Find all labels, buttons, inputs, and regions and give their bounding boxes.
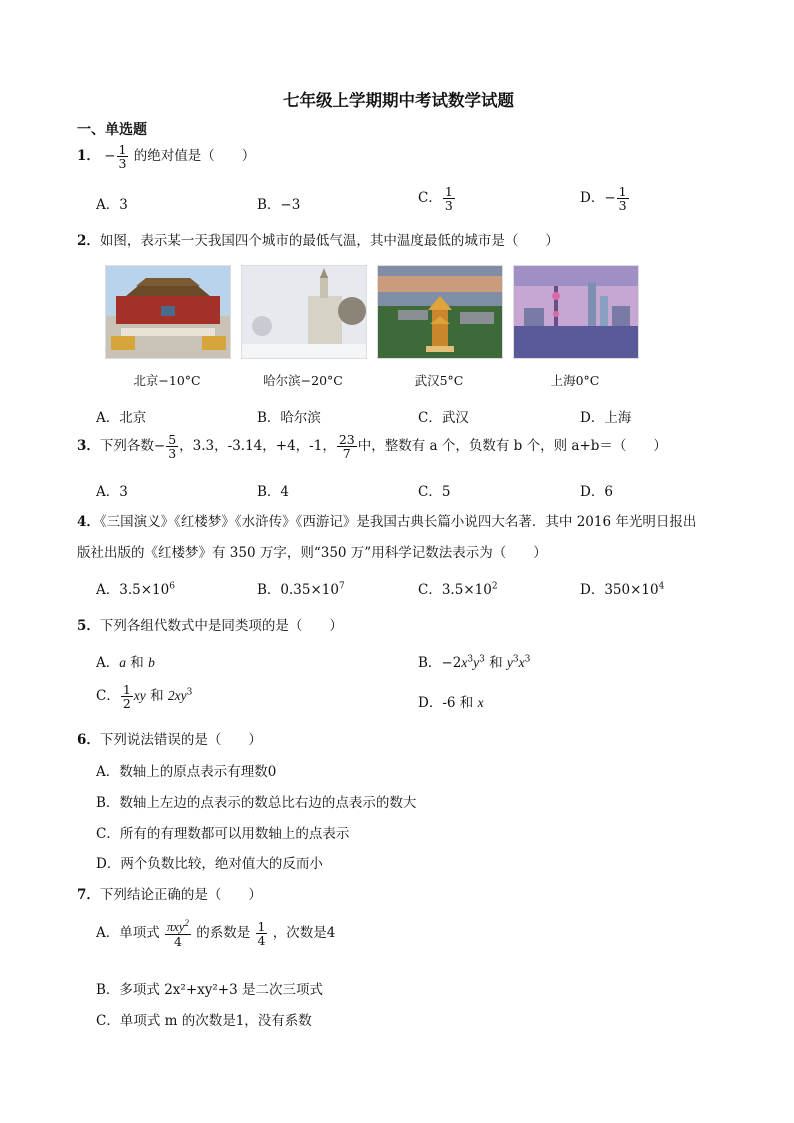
- question-number: 6．: [77, 732, 100, 748]
- exponent: 4: [658, 581, 665, 592]
- option-b: B．−3: [257, 197, 301, 213]
- exponent: 6: [169, 581, 175, 592]
- option-a: A．数轴上的原点表示有理数0: [96, 764, 277, 780]
- fraction: [117, 143, 129, 170]
- option-c: C． $\frac{1}{2}$ xy 和 $2xy^3$: [96, 682, 193, 712]
- fraction: [166, 433, 178, 460]
- neg-sign: −: [104, 148, 116, 165]
- coefficient: −2: [441, 655, 462, 671]
- option-b: B．哈尔滨: [257, 410, 321, 426]
- option-label: D．−: [580, 190, 616, 207]
- option-label: C．: [96, 688, 120, 705]
- frac-den: 3: [444, 198, 453, 214]
- option-a: [96, 919, 335, 948]
- question-2: [77, 229, 559, 249]
- fraction: [256, 920, 268, 947]
- option-c: C．5: [418, 484, 451, 500]
- option-a: A．3: [96, 197, 128, 213]
- option-label: D．: [418, 695, 443, 711]
- variable: a: [119, 655, 126, 670]
- option-b: [257, 578, 345, 598]
- frac-num: πxy$^2$: [167, 918, 189, 935]
- caption-harbin: 哈尔滨−20°C: [263, 373, 343, 388]
- option-value: 0.35×10: [280, 582, 339, 598]
- option-d: D．上海: [580, 410, 632, 426]
- option-d: [580, 578, 664, 598]
- question-text: 下列各组代数式中是同类项的是（ ）: [99, 618, 343, 634]
- connector: 和: [145, 688, 168, 705]
- option-b: B．多项式 2x²+xy²+3 是二次三项式: [96, 982, 323, 998]
- option-value: 3.5×10: [119, 582, 170, 598]
- question-text: 下列结论正确的是（ ）: [99, 887, 262, 903]
- fraction: [443, 185, 455, 212]
- fraction: [337, 433, 357, 460]
- question-number: 1．: [77, 148, 100, 165]
- option-label: B．: [418, 655, 442, 671]
- option-c: [418, 185, 456, 212]
- option-d: [418, 691, 484, 711]
- frac-num: 1: [122, 682, 131, 697]
- exponent: 7: [338, 581, 345, 592]
- option-c: C．单项式 m 的次数是1，没有系数: [96, 1013, 312, 1029]
- frac-num: 5: [168, 432, 177, 447]
- page-title: 七年级上学期期中考试数学试题: [283, 91, 514, 110]
- frac-den: 4: [174, 934, 182, 950]
- option-label: C．: [418, 582, 442, 598]
- frac-num: 1: [257, 919, 266, 935]
- question-number: 4．: [77, 514, 100, 530]
- option-label: A．: [96, 655, 120, 671]
- shanghai-photo: [513, 265, 639, 359]
- question-4: [77, 510, 696, 530]
- caption-wuhan: 武汉5°C: [414, 373, 464, 388]
- option-value: 350×10: [604, 582, 659, 598]
- variable: 2xy: [167, 688, 187, 704]
- question-text: 下列说法错误的是（ ）: [99, 732, 262, 748]
- question-4-line2: 版社出版的《红楼梦》有 350 万字，则“350 万”用科学记数法表示为（ ）: [77, 545, 547, 561]
- option-c: C．武汉: [418, 410, 469, 426]
- frac-den: 2: [122, 696, 131, 712]
- option-c: C．所有的有理数都可以用数轴上的点表示: [96, 826, 350, 842]
- option-d: [580, 185, 630, 212]
- option-a: A．北京: [96, 410, 147, 426]
- wuhan-photo: [377, 265, 503, 359]
- option-label: A．: [96, 582, 120, 598]
- option-value: -6 和: [442, 695, 478, 711]
- frac-num: 1: [618, 184, 627, 199]
- variable: xy: [133, 688, 146, 704]
- question-number: 3．: [77, 438, 100, 455]
- question-text: 中，整数有 a 个，负数有 b 个，则 a+b＝（ ）: [357, 438, 667, 455]
- option-a: [96, 578, 175, 598]
- option-b: B．$-2x^3y^3$ 和 $y^3x^3$: [418, 654, 531, 671]
- connector: 和: [126, 655, 149, 671]
- beijing-photo: [105, 265, 231, 359]
- question-text: 《三国演义》《红楼梦》《水浒传》《西游记》是我国古典长篇小说四大名著．其中 2016 年光明日报出: [99, 514, 697, 530]
- caption-beijing: 北京−10°C: [133, 373, 201, 388]
- variable: b: [148, 655, 155, 670]
- frac-num-text: πxy: [167, 920, 185, 935]
- exponent: 2: [491, 581, 498, 592]
- frac-den: 3: [118, 156, 127, 172]
- option-b: B．4: [257, 484, 290, 500]
- option-text: ，次数是4: [268, 925, 336, 942]
- question-5: [77, 614, 343, 634]
- option-label: D．: [580, 582, 605, 598]
- option-label: B．: [257, 582, 281, 598]
- question-text: 下列各数−: [99, 438, 166, 455]
- question-1: [77, 143, 255, 170]
- section-heading: 一、单选题: [77, 122, 147, 138]
- question-3: [77, 433, 667, 460]
- frac-num: 23: [338, 432, 355, 447]
- option-d: D．两个负数比较，绝对值大的反而小: [96, 856, 323, 872]
- option-label: C．: [418, 190, 442, 207]
- option-a: A．3: [96, 484, 128, 500]
- frac-num: 1: [118, 142, 127, 157]
- question-6: [77, 728, 262, 748]
- option-value: 3.5×10: [441, 582, 492, 598]
- question-number: 5．: [77, 618, 100, 634]
- option-text: 的系数是: [191, 925, 255, 942]
- frac-den: 3: [168, 446, 177, 462]
- option-text: A．单项式: [96, 925, 165, 942]
- question-number: 2．: [77, 233, 100, 249]
- option-a: [96, 651, 155, 671]
- question-text: ，3.3，-3.14，+4，-1，: [179, 438, 336, 455]
- question-7: [77, 883, 262, 903]
- caption-shanghai: 上海0°C: [550, 373, 600, 388]
- harbin-photo: [241, 265, 367, 359]
- question-text: 的绝对值是（ ）: [133, 148, 256, 165]
- option-b: B．数轴上左边的点表示的数总比右边的点表示的数大: [96, 795, 417, 811]
- option-d: D．6: [580, 484, 613, 500]
- question-text: 如图，表示某一天我国四个城市的最低气温，其中温度最低的城市是（ ）: [99, 233, 559, 249]
- connector: 和: [484, 655, 507, 671]
- frac-num: 1: [444, 184, 453, 199]
- frac-den: 3: [618, 198, 627, 214]
- variable: x: [477, 695, 484, 710]
- question-number: 7．: [77, 887, 100, 903]
- fraction: [165, 919, 191, 948]
- frac-den: 4: [257, 933, 266, 949]
- fraction: [617, 185, 629, 212]
- fraction: [121, 683, 133, 710]
- frac-den: 7: [342, 446, 351, 462]
- option-c: [418, 578, 498, 598]
